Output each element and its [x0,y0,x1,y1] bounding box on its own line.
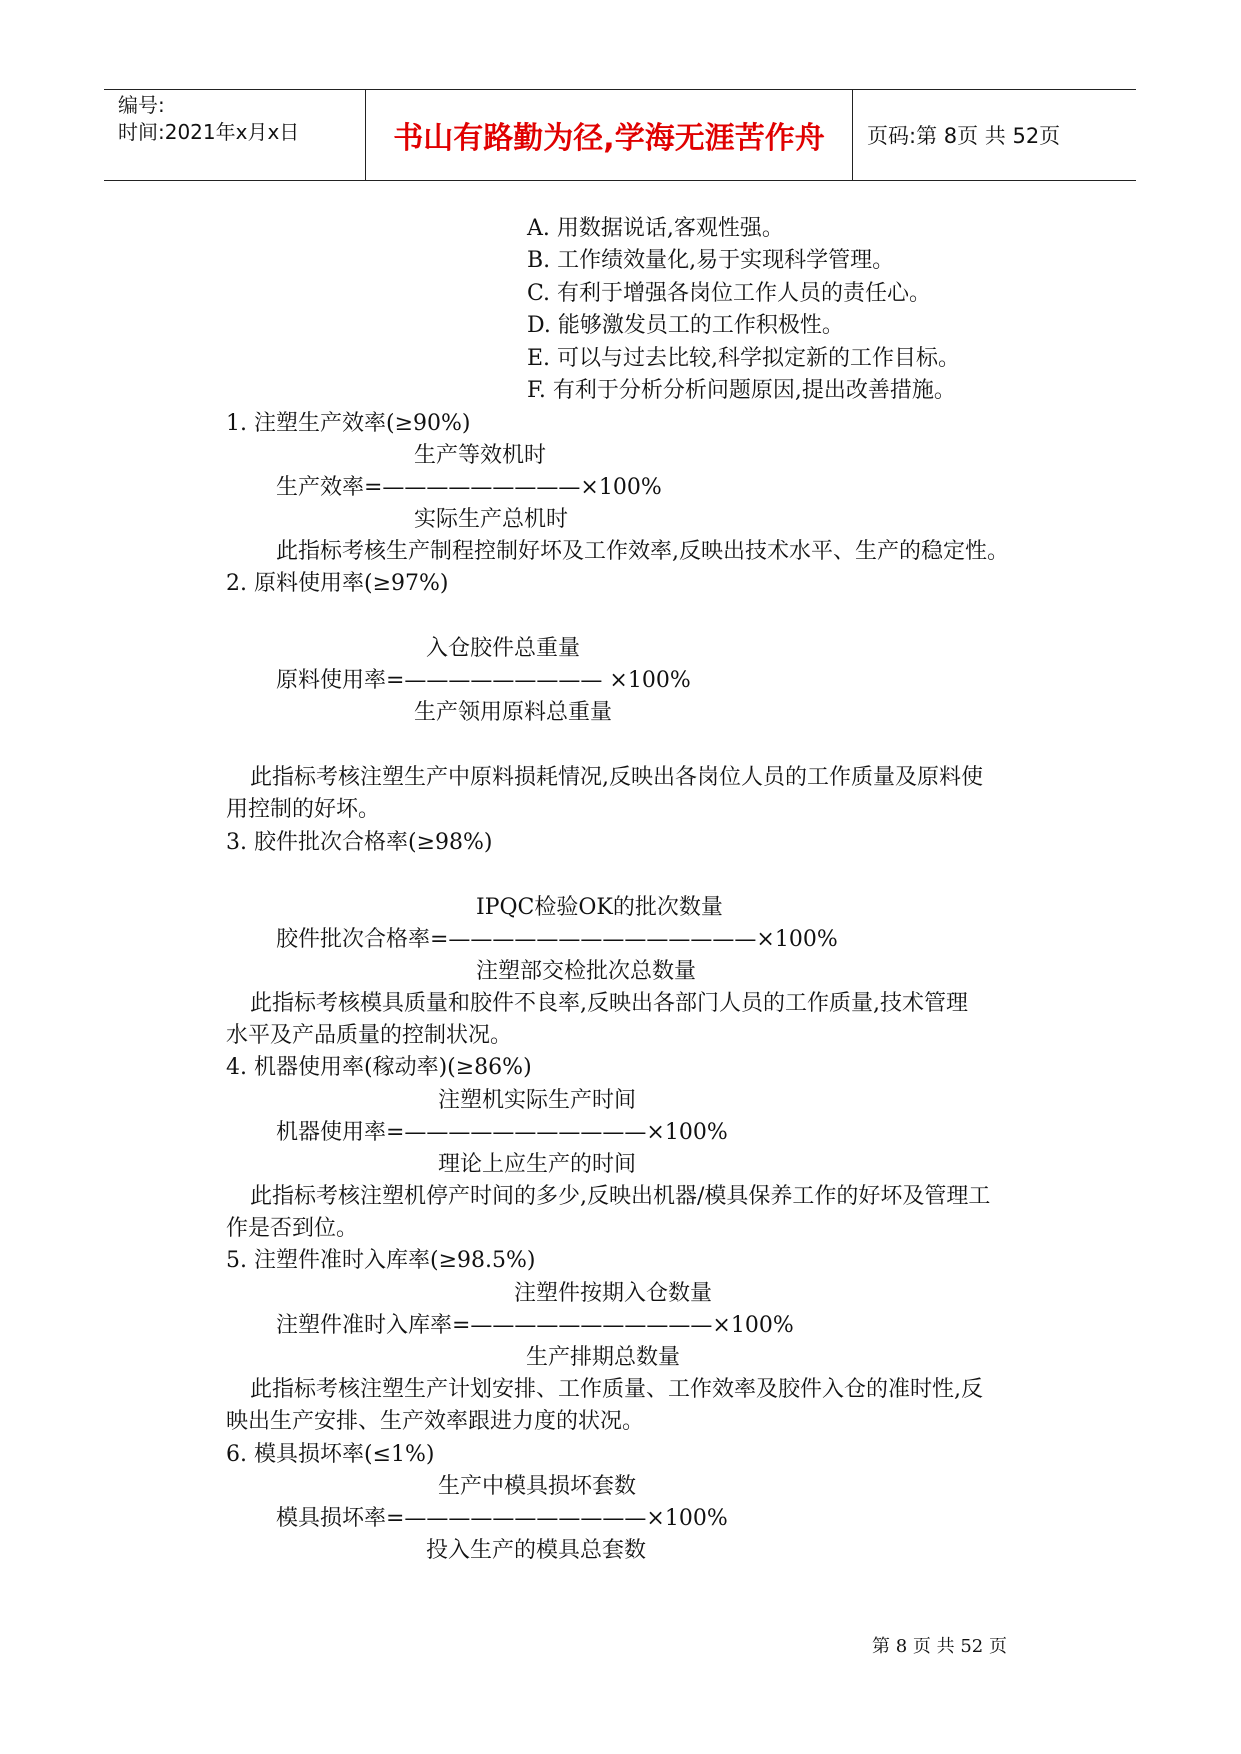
page-footer: 第 8 页 共 52 页 [872,1636,1007,1657]
section-description: 此指标考核注塑机停产时间的多少,反映出机器/模具保养工作的好坏及管理工 [250,1184,991,1209]
formula-numerator: 注塑机实际生产时间 [438,1088,637,1113]
formula-numerator: 生产中模具损坏套数 [438,1474,637,1499]
section-description: 此指标考核注塑生产计划安排、工作质量、工作效率及胶件入仓的准时性,反 [250,1377,983,1402]
formula-numerator: 生产等效机时 [414,443,547,468]
advantage-item-d: D. 能够激发员工的工作积极性。 [527,313,844,338]
header-info-cell [104,90,366,180]
section-heading: 5. 注塑件准时入库率(≥98.5%) [226,1248,536,1273]
section-description: 此指标考核模具质量和胶件不良率,反映出各部门人员的工作质量,技术管理 [250,991,968,1016]
section-description: 水平及产品质量的控制状况。 [226,1023,513,1048]
formula-denominator: 实际生产总机时 [414,507,569,532]
document-number-label: 编号: [118,93,165,117]
section-heading: 6. 模具损坏率(≤1%) [226,1442,435,1467]
formula-numerator: 注塑件按期入仓数量 [514,1281,713,1306]
document-time-label: 时间:2021年x月x日 [118,120,300,144]
section-description: 用控制的好坏。 [226,797,381,822]
section-heading: 2. 原料使用率(≥97%) [226,571,449,596]
formula-numerator: IPQC检验OK的批次数量 [476,895,723,920]
section-heading: 4. 机器使用率(稼动率)(≥86%) [226,1055,532,1080]
formula-denominator: 生产领用原料总重量 [414,700,613,725]
formula-line: 生产效率=—————————×100% [276,475,662,500]
advantage-item-a: A. 用数据说话,客观性强。 [527,216,784,241]
section-heading: 1. 注塑生产效率(≥90%) [226,411,471,436]
formula-line: 胶件批次合格率=——————————————×100% [276,927,838,952]
formula-numerator: 入仓胶件总重量 [426,636,581,661]
formula-line: 注塑件准时入库率=———————————×100% [276,1313,794,1338]
formula-denominator: 注塑部交检批次总数量 [476,959,697,984]
formula-line: 模具损坏率=———————————×100% [276,1506,728,1531]
advantage-item-e: E. 可以与过去比较,科学拟定新的工作目标。 [527,346,961,371]
advantage-item-b: B. 工作绩效量化,易于实现科学管理。 [527,248,895,273]
page-header [104,89,1136,181]
section-heading: 3. 胶件批次合格率(≥98%) [226,830,493,855]
advantage-item-f: F. 有利于分析分析问题原因,提出改善措施。 [527,378,956,403]
formula-line: 原料使用率=————————— ×100% [276,668,691,693]
formula-denominator: 投入生产的模具总套数 [426,1538,647,1563]
formula-denominator: 生产排期总数量 [526,1345,681,1370]
advantage-item-c: C. 有利于增强各岗位工作人员的责任心。 [527,281,932,306]
formula-line: 机器使用率=———————————×100% [276,1120,728,1145]
header-page-number: 页码:第 8页 共 52页 [867,124,1061,148]
section-description: 作是否到位。 [226,1216,359,1241]
section-description: 此指标考核注塑生产中原料损耗情况,反映出各岗位人员的工作质量及原料使 [250,765,983,790]
header-motto: 书山有路勤为径,学海无涯苦作舟 [366,90,853,180]
section-description: 此指标考核生产制程控制好坏及工作效率,反映出技术水平、生产的稳定性。 [276,539,1009,564]
formula-denominator: 理论上应生产的时间 [438,1152,637,1177]
section-description: 映出生产安排、生产效率跟进力度的状况。 [226,1409,645,1434]
